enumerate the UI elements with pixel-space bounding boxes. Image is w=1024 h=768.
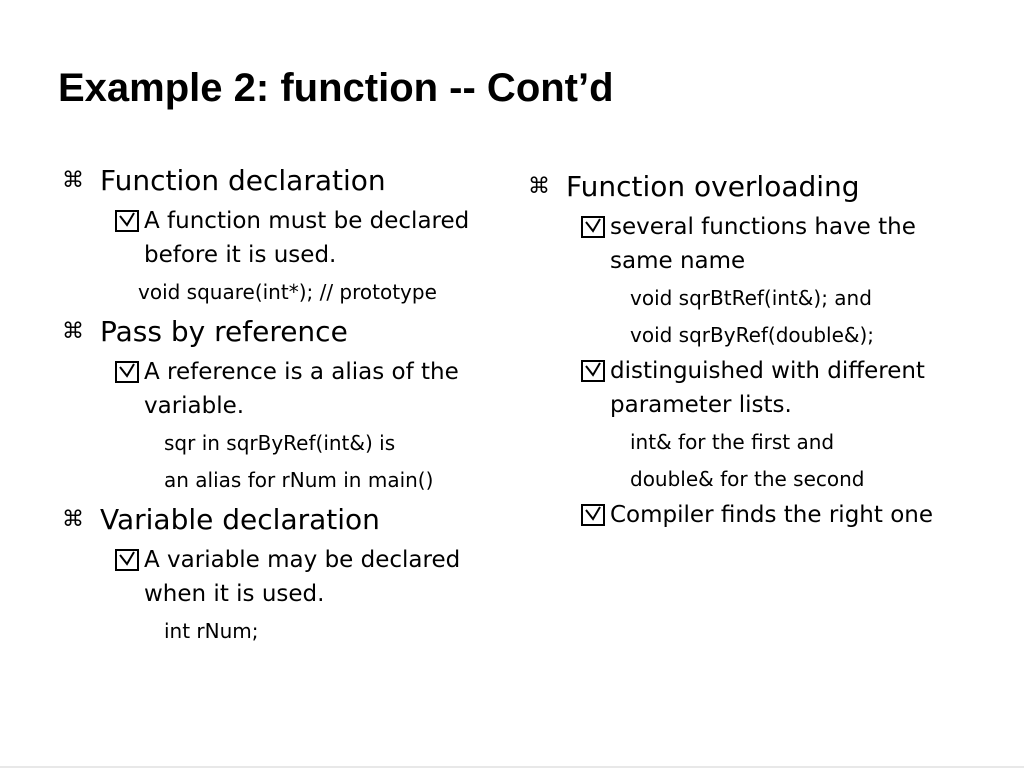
slide-title: Example 2: function -- Cont’d <box>58 66 614 110</box>
sub-bullet-text: Compiler finds the right one <box>610 502 933 528</box>
command-key-icon: ⌘ <box>62 507 84 532</box>
command-key-icon: ⌘ <box>62 319 84 344</box>
sub-bullet-text: distinguished with different parameter lists. <box>610 358 925 418</box>
sub-bullet-text: several functions have the same name <box>610 214 916 274</box>
code-line: int& for the first and <box>630 430 835 454</box>
checkbox-icon <box>114 355 144 389</box>
bullet-heading: Pass by reference <box>100 315 348 348</box>
sub-bullet <box>580 354 968 422</box>
sub-bullet <box>580 498 968 532</box>
sub-bullet <box>114 543 502 611</box>
checkbox-icon <box>580 210 610 244</box>
bullet-heading: Function declaration <box>100 164 386 197</box>
bullet-function-overloading <box>528 170 968 204</box>
bullet-pass-by-reference <box>62 315 502 349</box>
checkbox-icon <box>114 543 144 577</box>
code-line: sqr in sqrByRef(int&) is <box>164 431 396 455</box>
sub-bullet-text: A variable may be declared when it is used. <box>144 547 461 607</box>
sub-bullet <box>114 355 502 423</box>
right-column <box>528 170 968 534</box>
sub-bullet-text: A function must be declared before it is used. <box>144 208 470 268</box>
command-key-icon: ⌘ <box>62 168 84 193</box>
checkbox-icon <box>580 354 610 388</box>
left-column <box>62 164 502 650</box>
command-key-icon: ⌘ <box>528 174 550 199</box>
code-line: an alias for rNum in main() <box>164 468 434 492</box>
checkbox-icon <box>114 204 144 238</box>
checkbox-icon <box>580 498 610 532</box>
bullet-heading: Variable declaration <box>100 503 380 536</box>
code-line: void sqrByRef(double&); <box>630 323 875 347</box>
bullet-variable-declaration <box>62 503 502 537</box>
bullet-function-declaration <box>62 164 502 198</box>
bullet-heading: Function overloading <box>566 170 860 203</box>
code-line: double& for the second <box>630 467 865 491</box>
code-line: void square(int*); // prototype <box>138 280 437 304</box>
sub-bullet <box>114 204 502 272</box>
code-line: int rNum; <box>164 619 259 643</box>
code-line: void sqrBtRef(int&); and <box>630 286 872 310</box>
sub-bullet-text: A reference is a alias of the variable. <box>144 359 459 419</box>
sub-bullet <box>580 210 968 278</box>
